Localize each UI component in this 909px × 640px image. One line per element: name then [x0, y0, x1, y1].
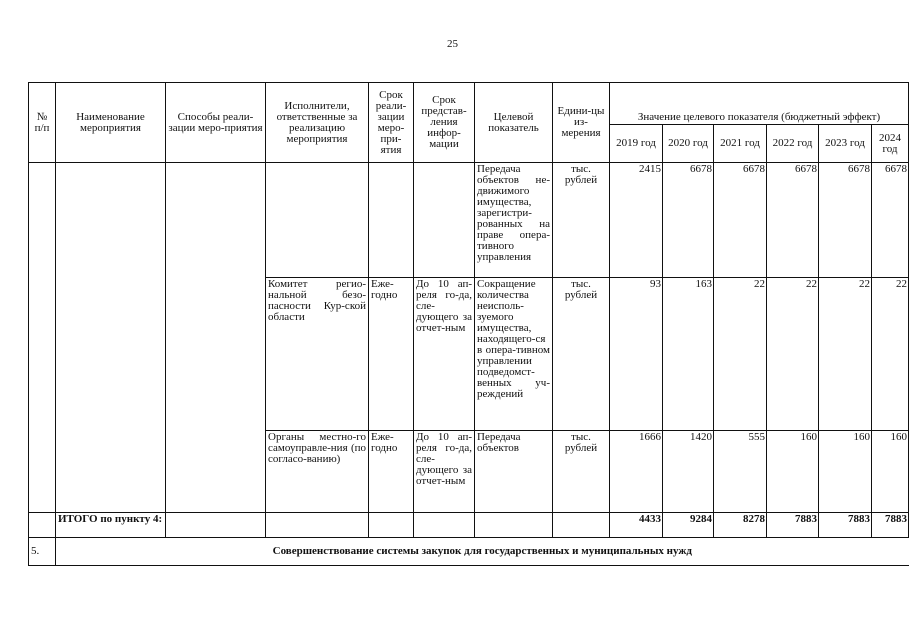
cell-empty	[266, 513, 369, 538]
header-year: 2023 год	[819, 125, 872, 163]
table-row	[29, 163, 909, 278]
cell-num	[29, 163, 56, 513]
cell-methods	[166, 163, 266, 513]
cell-deadline	[369, 163, 414, 278]
total-value: 9284	[663, 513, 714, 538]
cell-value: 163	[663, 278, 714, 431]
header-info-deadline: Срок представ-ления инфор-мации	[414, 83, 475, 163]
cell-value: 160	[767, 431, 819, 513]
cell-info-deadline: До 10 ап-реля го-да, сле-дующего за отчет-ным	[414, 431, 475, 513]
total-value: 7883	[872, 513, 909, 538]
header-methods: Способы реали-зации меро-приятия	[166, 83, 266, 163]
cell-unit: тыс. рублей	[553, 431, 610, 513]
cell-name	[56, 163, 166, 513]
cell-empty	[553, 513, 610, 538]
cell-value: 6678	[663, 163, 714, 278]
cell-info-deadline	[414, 163, 475, 278]
section-number: 5.	[29, 538, 56, 566]
cell-empty	[475, 513, 553, 538]
cell-unit: тыс. рублей	[553, 278, 610, 431]
cell-value: 160	[872, 431, 909, 513]
page-number: 25	[447, 38, 458, 50]
total-value: 8278	[714, 513, 767, 538]
header-value-group: Значение целевого показателя (бюджетный эффект)	[610, 83, 909, 125]
header-executors: Исполнители, ответственные за реализацию мероприятия	[266, 83, 369, 163]
measures-table	[28, 82, 909, 566]
section-row	[29, 538, 909, 566]
header-year: 2024 год	[872, 125, 909, 163]
cell-empty	[166, 513, 266, 538]
cell-executor: Органы местно-го самоуправле-ния (по согласо-ванию)	[266, 431, 369, 513]
section-title: Совершенствование системы закупок для государственных и муниципальных нужд	[56, 538, 909, 566]
cell-value: 22	[819, 278, 872, 431]
cell-value: 22	[714, 278, 767, 431]
cell-value: 1666	[610, 431, 663, 513]
cell-value: 6678	[819, 163, 872, 278]
cell-value: 22	[767, 278, 819, 431]
cell-empty	[369, 513, 414, 538]
total-value: 7883	[819, 513, 872, 538]
cell-executor: Комитет регио-нальной безо-пасности Кур-ской области	[266, 278, 369, 431]
cell-value: 2415	[610, 163, 663, 278]
cell-info-deadline: До 10 ап-реля го-да, сле-дующего за отчет-ным	[414, 278, 475, 431]
total-value: 4433	[610, 513, 663, 538]
header-year: 2022 год	[767, 125, 819, 163]
total-row	[29, 513, 909, 538]
cell-empty	[414, 513, 475, 538]
cell-target: Сокращение количества неисполь-зуемого имущества, находящего-ся в опера-тивном управлении подведомст-венных уч-реждений	[475, 278, 553, 431]
header-row-1	[29, 83, 909, 125]
header-year: 2020 год	[663, 125, 714, 163]
cell-num	[29, 513, 56, 538]
header-deadline: Срок реали-зации меро-при-ятия	[369, 83, 414, 163]
cell-deadline: Еже-годно	[369, 431, 414, 513]
cell-value: 22	[872, 278, 909, 431]
header-target: Целевой показатель	[475, 83, 553, 163]
total-label: ИТОГО по пункту 4:	[56, 513, 166, 538]
header-year: 2019 год	[610, 125, 663, 163]
cell-value: 6678	[767, 163, 819, 278]
header-num: № п/п	[29, 83, 56, 163]
cell-value: 6678	[872, 163, 909, 278]
cell-value: 6678	[714, 163, 767, 278]
header-year: 2021 год	[714, 125, 767, 163]
cell-value: 160	[819, 431, 872, 513]
header-name: Наименование мероприятия	[56, 83, 166, 163]
cell-executor	[266, 163, 369, 278]
cell-target: Передача объектов не-движимого имущества, зарегистри-рованных на праве опера-тивного управления	[475, 163, 553, 278]
total-value: 7883	[767, 513, 819, 538]
cell-value: 1420	[663, 431, 714, 513]
cell-target: Передача объектов	[475, 431, 553, 513]
cell-value: 555	[714, 431, 767, 513]
cell-unit: тыс. рублей	[553, 163, 610, 278]
header-units: Едини-цы из-мерения	[553, 83, 610, 163]
cell-value: 93	[610, 278, 663, 431]
cell-deadline: Еже-годно	[369, 278, 414, 431]
